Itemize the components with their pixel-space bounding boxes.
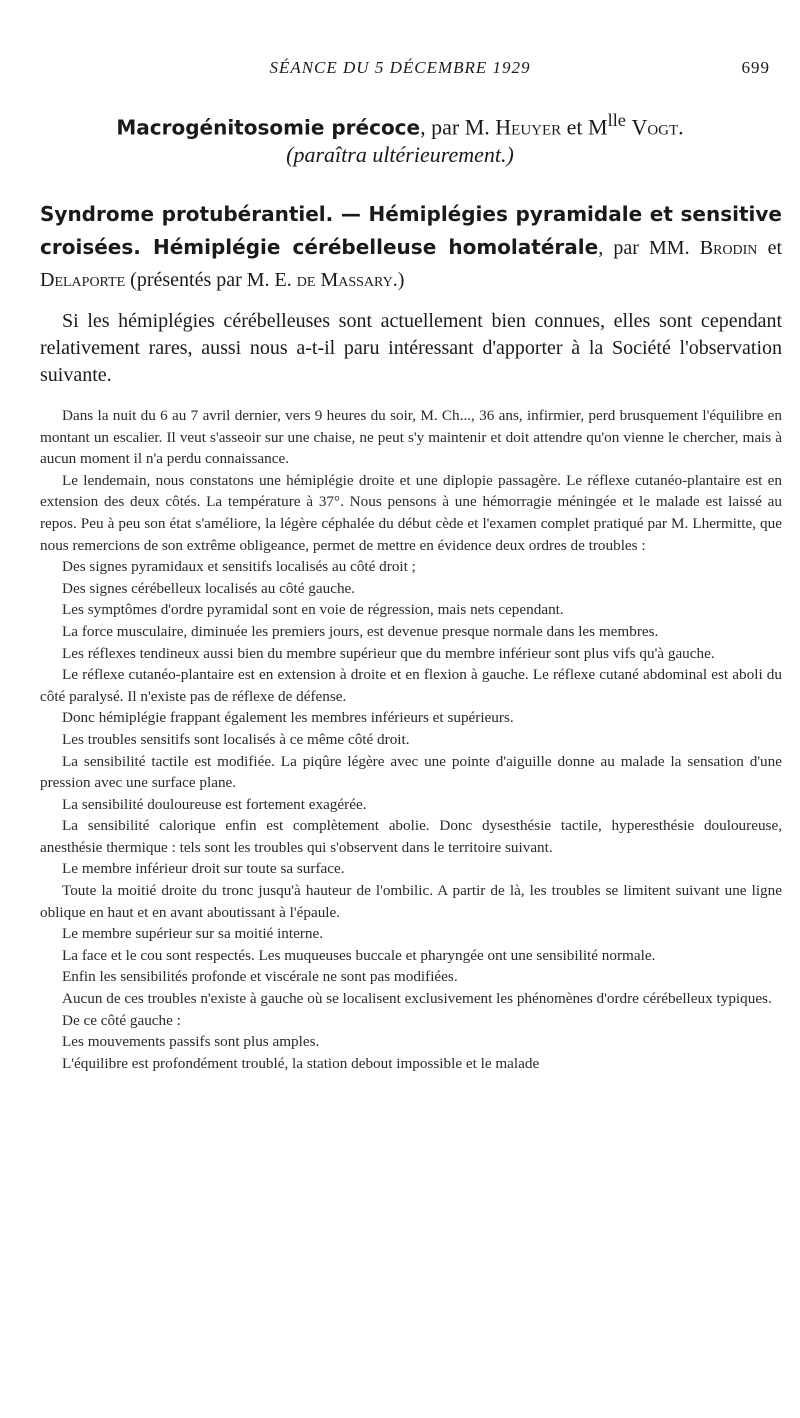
presented-by-suffix: ) [397,269,405,291]
paragraph: Le réflexe cutanéo-plantaire est en extension à droite et en flexion à gauche. Le réflexe cutané abdominal est aboli du côté paralysé. Il n'existe pas de réflexe de défense. [40,666,782,705]
paragraph: La sensibilité calorique enfin est complètement abolie. Donc dysesthésie tactile, hyperesthésie douloureuse, anesthésie thermique : tels sont les troubles qui s'observent dans le territoire suivant. [40,817,782,856]
paragraph: Des signes cérébelleux localisés au côté gauche. [62,579,356,597]
paragraph: Donc hémiplégie frappant également les membres inférieurs et supérieurs. [62,709,514,727]
communication-1-by: , par M. [420,114,490,140]
presented-by-prefix: (présentés par M. E. [130,269,292,291]
communication-1-mlle: lle [607,110,626,130]
paragraph: Dans la nuit du 6 au 7 avril dernier, vers 9 heures du soir, M. Ch..., 36 ans, infirmier, perd brusquement l'équilibre en montant un escalier. Il veut s'asseoir sur une chaise, ne peut s'y maintenir et doit attendre qu'on vienne le chercher, mais à aucun moment il n'a perdu connaissance. [40,407,782,468]
paragraph: Le membre supérieur sur sa moitié interne. [62,925,324,943]
paragraph: La force musculaire, diminuée les premiers jours, est devenue presque normale dans les membres. [62,622,659,640]
communication-1-title: Macrogénitosomie précoce [116,115,421,140]
paragraph: Les symptômes d'ordre pyramidal sont en voie de régression, mais nets cependant. [62,601,564,619]
communication-2-heading [40,198,782,296]
page-number: 699 [741,58,770,77]
paragraph: L'équilibre est profondément troublé, la station debout impossible et le malade [62,1054,540,1072]
running-header [0,58,800,82]
communication-1-and: et M [566,114,608,140]
paragraph: La sensibilité douloureuse est fortement exagérée. [62,795,367,813]
paragraph: Les mouvements passifs sont plus amples. [62,1033,320,1051]
communication-1-heading [0,106,800,169]
presenter-name: Massary. [320,269,398,291]
paragraph: La face et le cou sont respectés. Les muqueuses buccale et pharyngée ont une sensibilité normale. [62,946,656,964]
paragraph: Les réflexes tendineux aussi bien du membre supérieur que du membre inférieur sont plus vifs qu'à gauche. [62,644,715,662]
paragraph: Des signes pyramidaux et sensitifs localisés au côté droit ; [62,558,416,576]
paragraph: Le lendemain, nous constatons une hémiplégie droite et une diplopie passagère. Le réflexe cutanéo-plantaire est en extension des deux côtés. La température à 37°. Nous pensons à une hémorragie méningée et le malade est laissé au repos. Peu à peu son état s'améliore, la légère céphalée du début cède et l'examen complet pratiqué par M. Lhermitte, que nous remercions de son extrême obligeance, permet de mettre en évidence deux ordres de troubles : [40,471,782,554]
paragraph: Toute la moitié droite du tronc jusqu'à hauteur de l'ombilic. A partir de là, les troubles se limitent suivant une ligne oblique en haut et en avant aboutissant à l'épaule. [40,882,782,921]
paragraph: Enfin les sensibilités profonde et viscérale ne sont pas modifiées. [62,968,458,986]
communication-2-author-1: Brodin [699,237,758,259]
paragraph: Les troubles sensitifs sont localisés à ce même côté droit. [62,730,410,748]
intro-text: Si les hémiplégies cérébelleuses sont actuellement bien connues, elles sont cependant relativement rares, aussi nous a-t-il paru intéressant d'apporter à la Société l'observation suivante. [40,310,782,386]
running-title: SÉANCE DU 5 DÉCEMBRE 1929 [269,58,531,77]
communication-1-author-2: Vogt. [631,114,684,140]
paragraph: La sensibilité tactile est modifiée. La piqûre légère avec une pointe d'aiguille donne au malade la sensation d'une pression avec une surface plane. [40,752,782,792]
presenter-particle: de [296,269,316,291]
body-text [40,405,782,1074]
communication-2-title: Syndrome protubérantiel. — Hémiplégies pyramidale et sensitive croisées. Hémiplégie cérébelleuse homolatérale [40,202,782,259]
communication-2-author-2: Delaporte [40,269,126,291]
communication-1-note: (paraîtra ultérieurement.) [286,142,514,168]
communication-2-by: , par MM. [598,237,690,259]
paragraph: Aucun de ces troubles n'existe à gauche où se localisent exclusivement les phénomènes d'ordre cérébelleux typiques. [62,990,772,1008]
intro-paragraph [40,308,782,389]
communication-2-and: et [767,237,783,259]
paragraph: De ce côté gauche : [62,1011,181,1029]
paragraph: Le membre inférieur droit sur toute sa surface. [62,860,345,878]
communication-1-author-1: Heuyer [495,114,562,140]
